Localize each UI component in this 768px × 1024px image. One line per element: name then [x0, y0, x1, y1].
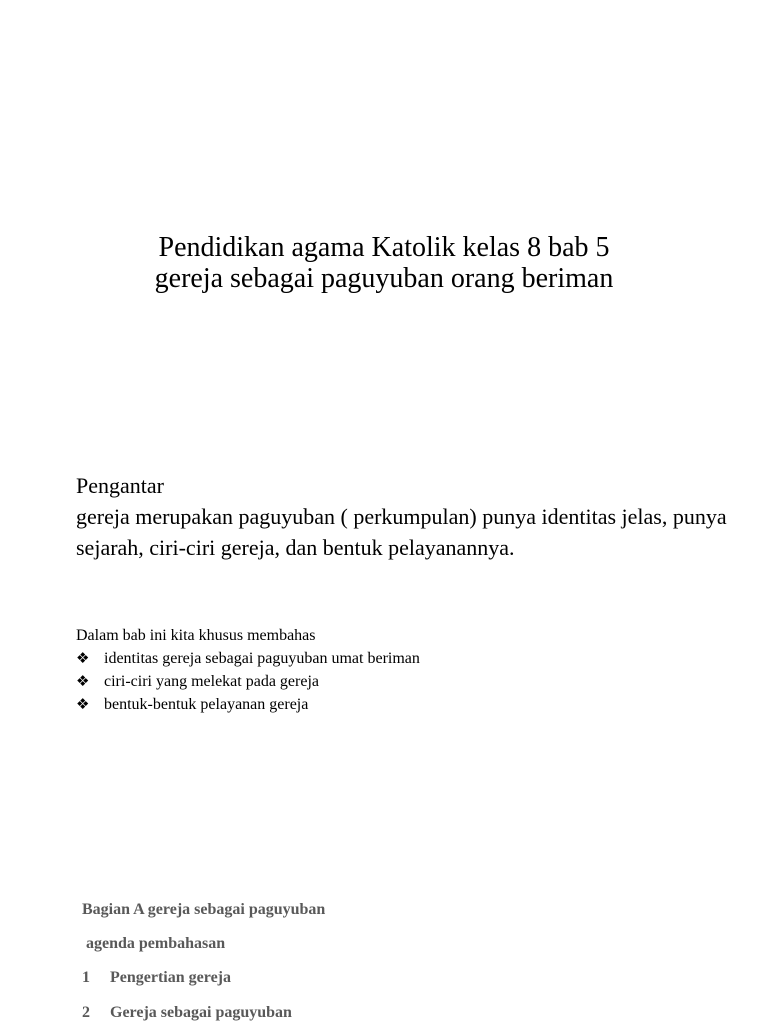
list-item-text: Gereja sebagai paguyuban — [110, 1004, 292, 1021]
title-line-2: gereja sebagai paguyuban orang beriman — [154, 263, 614, 294]
list-item — [82, 966, 682, 990]
list-item-number: 1 — [82, 969, 90, 986]
list-item — [76, 670, 736, 693]
section-title: Bagian A gereja sebagai paguyuban — [82, 901, 326, 918]
scope-list — [76, 647, 736, 716]
list-item — [76, 693, 736, 716]
diamond-bullet-icon: ❖ — [76, 695, 90, 713]
intro-block — [76, 470, 736, 563]
diamond-bullet-icon: ❖ — [76, 672, 90, 690]
list-item — [76, 647, 736, 670]
section-a — [82, 898, 682, 1024]
scope-lead: Dalam bab ini kita khusus membahas — [76, 627, 316, 644]
diamond-bullet-icon: ❖ — [76, 649, 90, 667]
list-item-text: Pengertian gereja — [110, 969, 231, 986]
list-item-text: bentuk-bentuk pelayanan gereja — [104, 696, 309, 713]
scope-block — [76, 624, 736, 716]
intro-body: gereja merupakan paguyuban ( perkumpulan) punya identitas jelas, punya sejarah, ciri-ciri gereja, dan bentuk pelayanannya. — [76, 504, 727, 560]
intro-heading: Pengantar — [76, 473, 164, 498]
list-item-number: 2 — [82, 1004, 90, 1021]
title-line-1: Pendidikan agama Katolik kelas 8 bab 5 — [158, 232, 610, 263]
agenda-list — [82, 966, 682, 1024]
agenda-heading: agenda pembahasan — [86, 935, 226, 952]
list-item-text: identitas gereja sebagai paguyuban umat beriman — [104, 650, 420, 667]
document-title — [0, 232, 768, 294]
list-item-text: ciri-ciri yang melekat pada gereja — [104, 673, 319, 690]
list-item — [82, 1001, 682, 1024]
